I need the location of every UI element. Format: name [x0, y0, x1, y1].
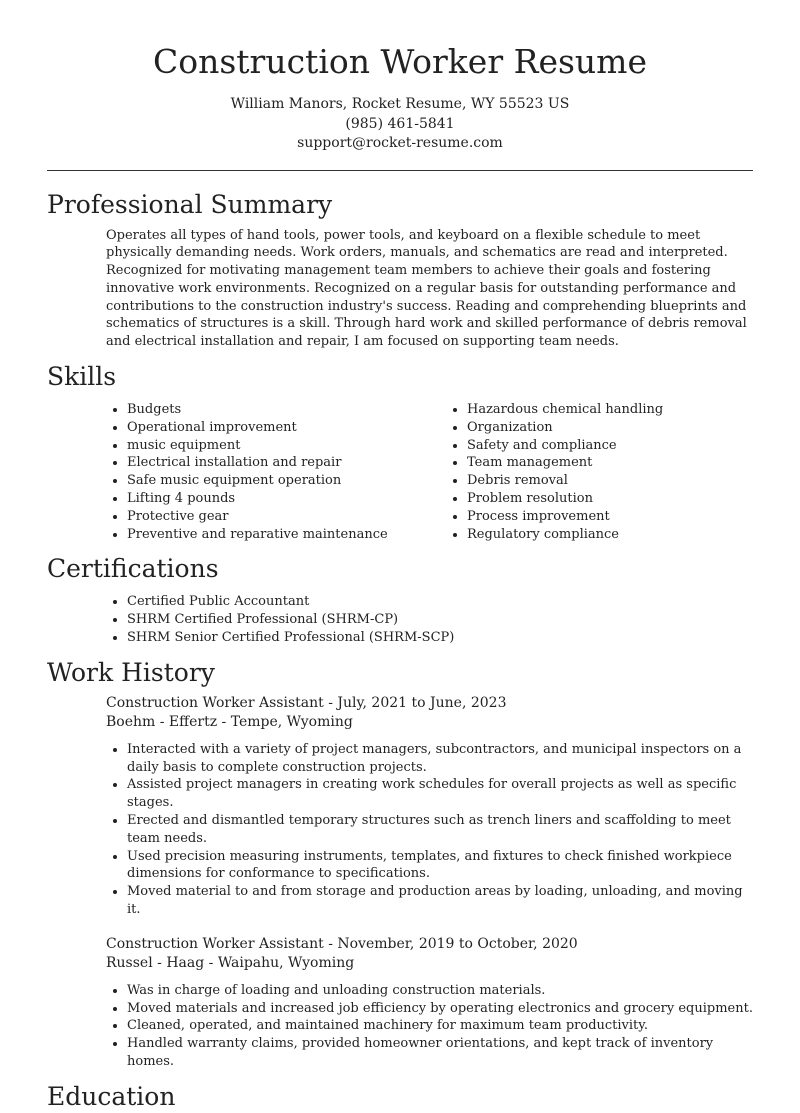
job-bullet: • Cleaned, operated, and maintained machinery for maximum team productivity.	[127, 1017, 753, 1035]
summary-text: Operates all types of hand tools, power tools, and keyboard on a flexible schedule to meet physically demanding needs. Work orders, manuals, and schematics are read and interpreted. Recognized for motivating management team members to achieve their goals and fostering innovative work environments. Recognized on a regular basis for outstanding performance and contributions to the construction industry's success. Reading and comprehending blueprints and schematics of structures is a skill. Through hard work and skilled performance of debris removal and electrical installation and repair, I am focused on supporting team needs.	[106, 227, 747, 350]
contact-phone: (985) 461-5841	[345, 115, 455, 132]
job-company: Boehm - Effertz - Tempe, Wyoming	[106, 714, 353, 731]
skill-item: • Lifting 4 pounds	[127, 490, 446, 508]
job-company: Russel - Haag - Waipahu, Wyoming	[106, 955, 355, 972]
skill-item: • Safety and compliance	[467, 437, 786, 455]
job-title: Construction Worker Assistant - November, 2019 to October, 2020	[106, 935, 578, 952]
skill-item: • music equipment	[127, 437, 446, 455]
summary-heading: Professional Summary	[47, 189, 333, 219]
job-bullets	[106, 982, 753, 1071]
job-entry	[106, 694, 753, 919]
job-bullet: • Erected and dismantled temporary structures such as trench liners and scaffolding to meet team needs.	[127, 812, 753, 848]
skill-item: • Safe music equipment operation	[127, 472, 446, 490]
skill-item: • Preventive and reparative maintenance	[127, 526, 446, 544]
work-history-heading: Work History	[47, 657, 215, 687]
work-history-list	[106, 694, 753, 1071]
contact-address: William Manors, Rocket Resume, WY 55523 US	[230, 96, 570, 112]
certification-item: • SHRM Senior Certified Professional (SHRM-SCP)	[127, 629, 753, 647]
skill-item: • Operational improvement	[127, 419, 446, 437]
job-entry	[106, 935, 753, 1071]
job-title: Construction Worker Assistant - July, 2021 to June, 2023	[106, 694, 507, 711]
skill-item: • Budgets	[127, 401, 446, 419]
job-bullet: • Moved material to and from storage and production areas by loading, unloading, and moving it.	[127, 883, 753, 919]
job-bullet: • Used precision measuring instruments, templates, and fixtures to check finished workpiece dimensions for conformance to specifications.	[127, 848, 753, 884]
skills-list	[106, 401, 800, 543]
skill-item: • Hazardous chemical handling	[467, 401, 786, 419]
job-bullet: • Moved materials and increased job efficiency by operating electronics and grocery equipment.	[127, 1000, 753, 1018]
skill-item: • Process improvement	[467, 508, 786, 526]
skill-item: • Regulatory compliance	[467, 526, 786, 544]
resume-title: Construction Worker Resume	[152, 42, 647, 81]
certifications-list	[106, 593, 753, 646]
skill-item: • Problem resolution	[467, 490, 786, 508]
job-bullets	[106, 741, 753, 919]
skills-heading: Skills	[47, 362, 117, 392]
education-heading: Education	[47, 1081, 176, 1111]
skills-column-right	[446, 401, 786, 543]
certification-item: • SHRM Certified Professional (SHRM-CP)	[127, 611, 753, 629]
job-bullet: • Handled warranty claims, provided homeowner orientations, and kept track of inventory homes.	[127, 1035, 753, 1071]
skills-column-left	[106, 401, 446, 543]
skill-item: • Protective gear	[127, 508, 446, 526]
job-bullet: • Interacted with a variety of project managers, subcontractors, and municipal inspectors on a daily basis to complete construction projects.	[127, 741, 753, 777]
job-bullet: • Was in charge of loading and unloading construction materials.	[127, 982, 753, 1000]
contact-email: support@rocket-resume.com	[297, 135, 503, 151]
skill-item: • Debris removal	[467, 472, 786, 490]
certifications-heading: Certifications	[47, 554, 219, 584]
job-bullet: • Assisted project managers in creating work schedules for overall projects as well as specific stages.	[127, 776, 753, 812]
skill-item: • Organization	[467, 419, 786, 437]
skill-item: • Electrical installation and repair	[127, 454, 446, 472]
contact-block	[0, 95, 800, 154]
skill-item: • Team management	[467, 454, 786, 472]
certification-item: • Certified Public Accountant	[127, 593, 753, 611]
